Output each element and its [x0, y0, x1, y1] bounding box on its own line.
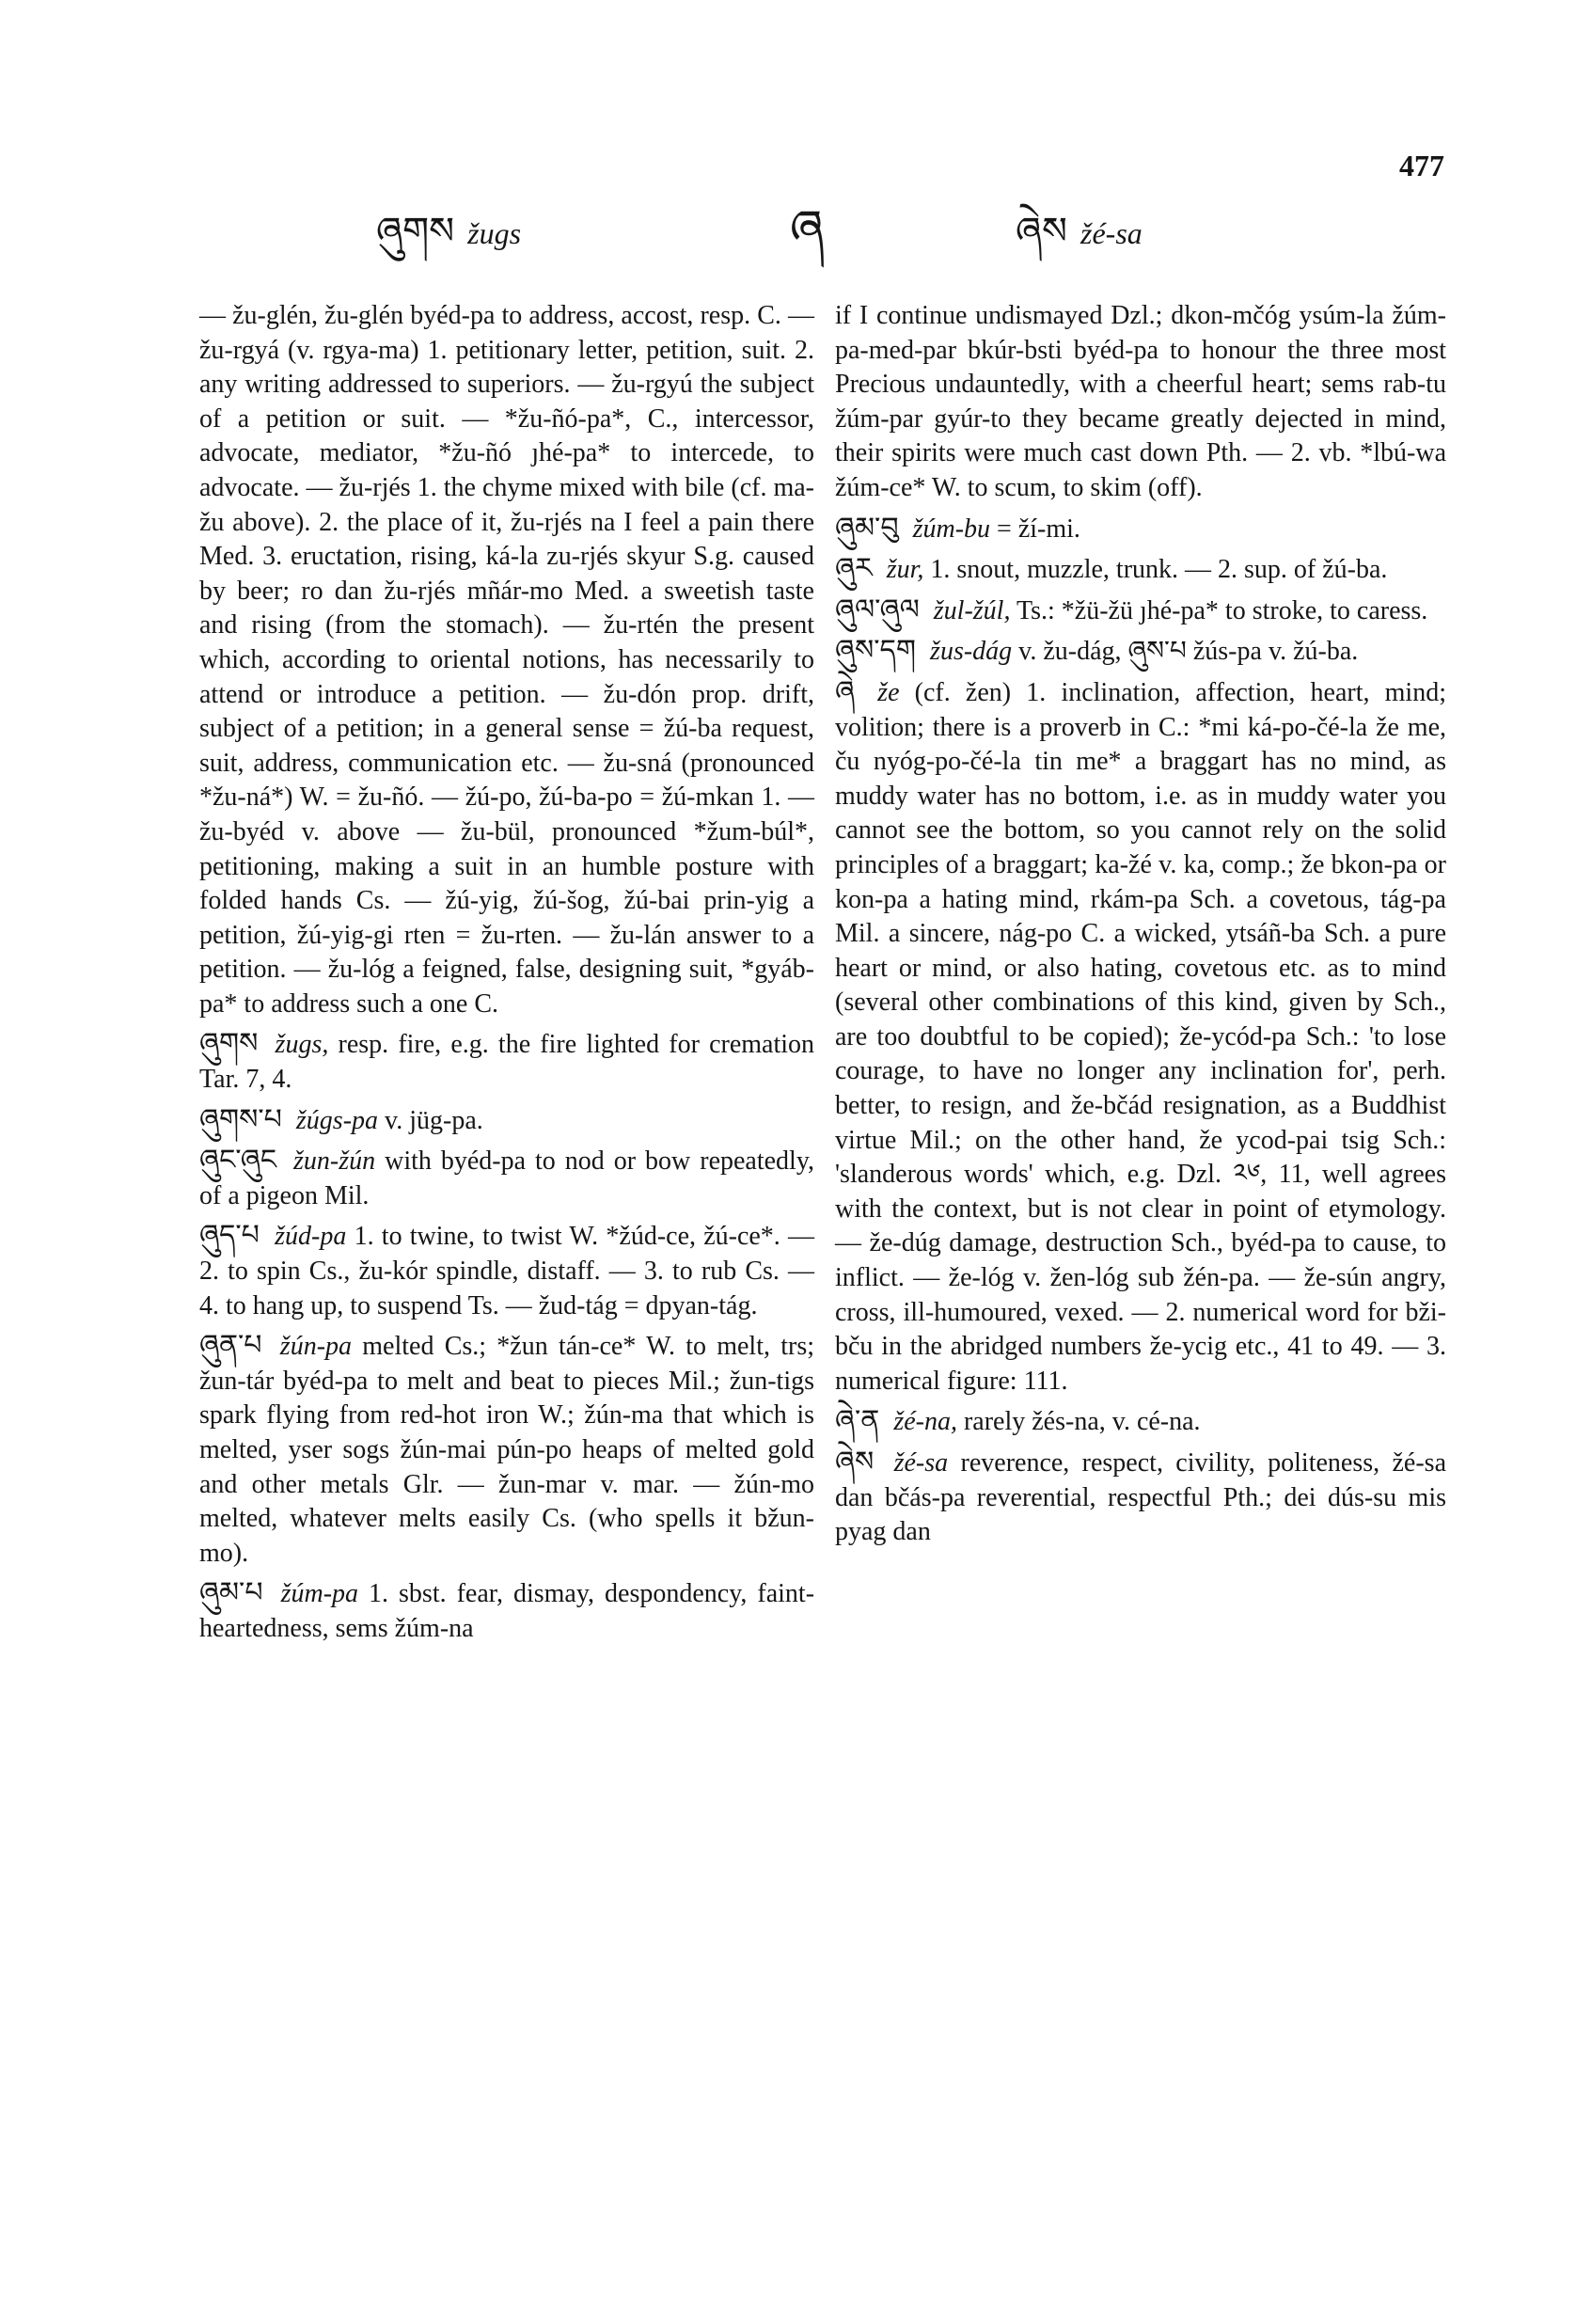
dictionary-entry	[835, 552, 1446, 588]
entry-headword: žé-sa	[893, 1448, 949, 1478]
dictionary-entry	[199, 1103, 814, 1139]
running-head-right-term: žé-sa	[1080, 216, 1143, 250]
entry-tibetan: ཞུན་པ	[199, 1329, 262, 1363]
entry-headword: žún-pa	[279, 1332, 353, 1362]
entry-text: 1. snout, muzzle, trunk. — 2. sup. of žú-ba.	[930, 555, 1388, 585]
right-column	[835, 299, 1446, 1556]
dictionary-entry	[199, 1576, 814, 1646]
entry-text: if I continue undismayed Dzl.; dkon-mčóg ysúm-la žúm-pa-med-par bkúr-bsti byéd-pa to honour the three most Precious undauntedly, with a cheerful heart; sems rab-tu žúm-par gyúr-to they became greatly dejected in mind, their spirits were much cast down Pth. — 2. vb. *lbú-wa žúm-ce* W. to scum, to skim (off).	[835, 301, 1446, 502]
running-head-right	[1016, 188, 1143, 294]
dictionary-entry	[835, 1404, 1446, 1440]
entry-headword: žus-dág	[930, 637, 1013, 667]
dictionary-entry	[835, 634, 1446, 670]
dictionary-entry	[835, 1446, 1446, 1550]
entry-headword: že	[877, 677, 900, 707]
entry-headword: žur,	[886, 555, 924, 585]
page-number: 477	[1399, 149, 1444, 182]
entry-text: melted Cs.; *žun tán-ce* W. to melt, trs; žun-tár byéd-pa to melt and beat to pieces Mil.; žun-tigs spark flying from red-hot iron W.; žún-ma that which is melted, yser sogs žún-mai pún-po heaps of melted gold and other metals Glr. — žun-mar v. mar. — žún-mo melted, whatever melts easily Cs. (who spells it bžun-mo).	[199, 1332, 815, 1568]
entry-text: v. jüg-pa.	[385, 1105, 483, 1135]
entry-text: 1. to twine, to twist W. *žúd-ce, žú-ce*. — 2. to spin Cs., žu-kór spindle, distaff. — 3. to rub Cs. — 4. to hang up, to suspend Ts. — žud-tág = dpyan-tág.	[199, 1222, 815, 1320]
dictionary-entry-continuation	[835, 299, 1446, 506]
dictionary-entry	[835, 512, 1446, 547]
entry-text: — žu-glén, žu-glén byéd-pa to address, accost, resp. C. — žu-rgyá (v. rgya-ma) 1. petitionary letter, petition, suit. 2. any writing addressed to superiors. — žu-rgyú the subject of a petition or suit. — *žu-ñó-pa*, C., intercessor, advocate, mediator, *žu-ñó ȷhé-pa* to intercede, to advocate. — žu-rjés 1. the chyme mixed with bile (cf. ma-žu above). 2. the place of it, žu-rjés na I feel a pain there Med. 3. eructation, rising, ká-la zu-rjés skyur S.g. caused by beer; ro dan žu-rjés mñár-mo Med. a sweetish taste and rising (from the stomach). — žu-rtén the present which, according to oriental notions, has necessarily to attend or introduce a petition. — žu-dón prop. drift, subject of a petition; in a general sense = žú-ba request, suit, address, communication etc. — žu-sná (pronounced *žu-ná*) W. = žu-ñó. — žú-po, žú-ba-po = žú-mkan 1. — žu-byéd v. above — žu-bül, pronounced *žum-búl*, petitioning, making a suit in an humble posture with folded hands Cs. — žú-yig, žú-šog, žú-bai prin-yig a petition, žú-yig-gi rten = žu-rten. — žu-lán answer to a petition. — žu-lóg a feigned, false, designing suit, *gyáb-pa* to address such a one C.	[199, 301, 814, 1019]
dictionary-entry-continuation	[199, 299, 814, 1021]
dictionary-entry	[199, 1144, 814, 1213]
entry-tibetan: ཞེས	[835, 1446, 875, 1478]
entry-headword: žé-na,	[893, 1407, 957, 1437]
entry-headword: žúm-pa	[280, 1579, 359, 1609]
entry-headword: žun-žún	[293, 1146, 376, 1177]
entry-text: (cf. žen) 1. inclination, affection, heart, mind; volition; there is a proverb in C.: *mi ká-po-čé-la že me, ču nyóg-po-čé-la tin me* a braggart has no mind, as muddy water has no bottom, i.e. as in muddy water you cannot see the bottom, so you cannot rely on the solid principles of a braggart; ka-žé v. ka, comp.; že bkon-pa or kon-pa a hating mind, rkám-pa Sch. a covetous, tág-pa Mil. a sincere, nág-po C. a wicked, ytsáñ-ba Sch. a pure heart or mind, or also hating, covetous etc. as to mind (several other combinations of this kind, given by Sch., are too doubtful to be copied); že-ycód-pa Sch.: 'to lose courage, to have no longer any inclination for', perh. better, to resign, and že-bčád resignation, as a Buddhist virtue Mil.; on the other hand, že ycod-pai tsig Sch.: 'slanderous words' which, e.g. Dzl. ༢༦, 11, well agrees with the context, but is not clear in point of etymology. — že-dúg damage, destruction Sch., byéd-pa to cause, to inflict. — že-lóg v. žen-lóg sub žén-pa. — že-sún angry, cross, ill-humoured, vexed. — 2. numerical word for bži-bču in the abridged numbers že-ycig etc., 41 to 49. — 3. numerical figure: 111.	[835, 677, 1446, 1396]
entry-headword: žul-žúl,	[933, 595, 1011, 625]
entry-tibetan: ཞུམ་བུ	[835, 511, 899, 545]
entry-tibetan: ཞུད་པ	[199, 1219, 260, 1253]
entry-text: resp. fire, e.g. the fire lighted for cremation Tar. 7, 4.	[199, 1030, 815, 1095]
entry-headword: žúd-pa	[275, 1222, 347, 1252]
running-head-right-tibetan: ཞེས	[1016, 210, 1067, 253]
dictionary-entry	[199, 1329, 814, 1571]
entry-headword: žugs,	[275, 1030, 329, 1060]
entry-tibetan: ཞུས་དག	[835, 634, 917, 668]
entry-tibetan: ཞེ་ན	[835, 1404, 880, 1438]
entry-tibetan: ཞུང་ཞུང	[199, 1144, 277, 1178]
entry-text: rarely žés-na, v. cé-na.	[963, 1407, 1201, 1437]
entry-headword: žúgs-pa	[295, 1105, 379, 1135]
dictionary-entry	[835, 593, 1446, 629]
dictionary-entry	[199, 1219, 814, 1323]
entry-tibetan: ཞུགས	[199, 1027, 259, 1061]
entry-text: reverence, respect, civility, politeness, žé-sa dan bčás-pa reverential, respectful Pth.; dei dús-su mis pyag dan	[835, 1448, 1446, 1547]
dictionary-entry	[835, 675, 1446, 1399]
entry-tibetan: ཞུལ་ཞུལ	[835, 593, 920, 626]
running-head-left	[376, 188, 521, 294]
entry-headword: žúm-bu	[912, 514, 991, 544]
entry-text: with byéd-pa to nod or bow repeatedly, of a pigeon Mil.	[199, 1146, 815, 1210]
running-head-center-letter: ཞ	[790, 200, 825, 257]
running-head-left-tibetan: ཞུགས	[376, 210, 455, 253]
running-head-left-term: žugs	[467, 216, 522, 250]
entry-tibetan: ཞུམ་པ	[199, 1576, 263, 1610]
entry-tibetan: ཞུར	[835, 552, 873, 586]
entry-tibetan: ཞུགས་པ	[199, 1102, 282, 1136]
entry-text: = ží-mi.	[997, 514, 1080, 544]
dictionary-entry	[199, 1027, 814, 1097]
left-column	[199, 299, 814, 1652]
entry-text: 1. sbst. fear, dismay, despondency, faint-heartedness, sems žúm-na	[199, 1579, 815, 1643]
entry-tibetan: ཞེ	[835, 674, 855, 708]
entry-text: Ts.: *žü-žü ȷhé-pa* to stroke, to caress.	[1016, 595, 1428, 625]
entry-text: v. žu-dág, ཞུས་པ žús-pa v. žú-ba.	[1018, 637, 1359, 667]
